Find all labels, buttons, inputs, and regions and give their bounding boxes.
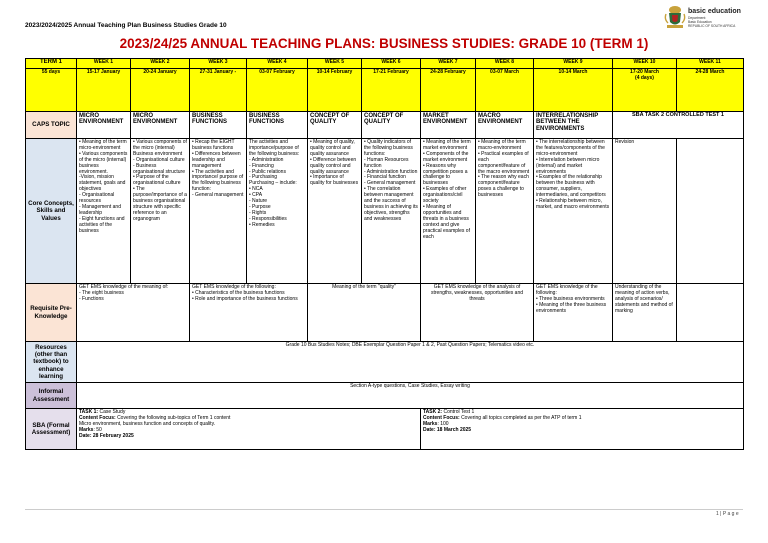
term-header: TERM 1 — [26, 59, 77, 69]
resources-cell: Grade 10 Bus Studies Notes; DBE Exemplar Question Paper 1 & 2, Past Question Papers; Telematics video etc. — [77, 342, 744, 383]
dbe-logo — [664, 4, 744, 30]
row-label-resources: Resources (other than textbook) to enhance learning — [26, 342, 77, 383]
week-date: 10-14 February — [308, 69, 362, 112]
core-concepts-cell: The activities and importance/purpose of the following business: - Administration - Financing - Public relations - Purchasing Purchasing – include: • NCA • CPA - Nature - Purpose - Rights - Responsibilities • Remedies — [247, 139, 308, 284]
core-concepts-cell: • Recap the EIGHT business functions • Differences between leadership and management • The activities and importance/ purpose of the following business function: - General management — [190, 139, 247, 284]
row-label-core-concepts: Core Concepts, Skills and Values — [26, 139, 77, 284]
core-concepts-cell — [677, 139, 744, 284]
core-concepts-cell: • Meaning of the term macro-environment • Practical examples of each component/feature of the macro environment • The reason why each component/feature poses a challenge to businesses — [476, 139, 534, 284]
caps-topic: BUSINESS FUNCTIONS — [247, 112, 308, 139]
core-concepts-cell: • Quality indicators of the following business functions: - Human Resources function - Administration function - Financial function - General management • The correlation between management and the success of business in achieving its objectives, strengths and weaknesses — [362, 139, 421, 284]
week-date: 27-31 January - — [190, 69, 247, 112]
caps-topic: BUSINESS FUNCTIONS — [190, 112, 247, 139]
week-header: WEEK 3 — [190, 59, 247, 69]
week-header: WEEK 6 — [362, 59, 421, 69]
prereq-cell: GET EMS knowledge of the analysis of strengths, weaknesses, opportunities and threats — [421, 284, 534, 342]
core-concepts-cell: • Various components of the micro (internal) Business environment - Organisational culture - Business organisational structure • Purpose of the organisational culture • The purpose/importance of a business organisational structure with specific reference to an organogram — [131, 139, 190, 284]
footer-divider — [25, 509, 743, 510]
week-header: WEEK 1 — [77, 59, 131, 69]
document-header-label: 2023/2024/2025 Annual Teaching Plan Business Studies Grade 10 — [25, 22, 227, 29]
core-concepts-cell: • The interrelationship between the features/components of the micro-environment • Interrelation between micro (internal) and market environments • Examples of the relationship between the business with consumer, suppliers, intermediaries, and competitors • Relationship between micro, market, and macro environments — [534, 139, 613, 284]
week-header: WEEK 2 — [131, 59, 190, 69]
prereq-cell: Understanding of the meaning of action verbs, analysis of scenarios/ statements and method of marking — [613, 284, 677, 342]
week-date: 17-21 February — [362, 69, 421, 112]
week-header: WEEK 4 — [247, 59, 308, 69]
prereq-cell: GET EMS knowledge of the following: • Characteristics of the business functions • Role and importance of the business functions — [190, 284, 308, 342]
row-label-sba: SBA (Formal Assessment) — [26, 409, 77, 450]
week-date: 24-28 March — [677, 69, 744, 112]
week-date: 20-24 January — [131, 69, 190, 112]
caps-topic: MICRO ENVIRONMENT — [77, 112, 131, 139]
week-date: 15-17 January — [77, 69, 131, 112]
caps-topic: MACRO ENVIRONMENT — [476, 112, 534, 139]
prereq-cell: GET EMS knowledge of the meaning of: - The eight business - Functions — [77, 284, 190, 342]
caps-topic: INTERRELATIONSHIP BETWEEN THE ENVIRONMENTS — [534, 112, 613, 139]
coat-of-arms-icon — [664, 4, 686, 30]
caps-topic: CONCEPT OF QUALITY — [308, 112, 362, 139]
week-date: 03-07 February — [247, 69, 308, 112]
core-concepts-cell: • Meaning of the term micro-environment • Various components of the micro (internal) business environment. -Vision, mission statement, goals and objectives - Organisational resources - Management and leadership - Eight functions and activities of the business — [77, 139, 131, 284]
core-concepts-cell: • Meaning of the term market environment • Components of the market environment • Reasons why competition poses a challenge to businesses • Examples of other organisations/civil society • Meaning of opportunities and threats in a business context and give practical examples of each — [421, 139, 476, 284]
week-date: 17-20 March (4 days) — [613, 69, 677, 112]
prereq-cell: Meaning of the term "quality" — [308, 284, 421, 342]
teaching-plan-table — [25, 58, 744, 450]
days-count: 55 days — [26, 69, 77, 112]
row-label-informal-assessment: Informal Assessment — [26, 383, 77, 409]
logo-title: basic education — [688, 8, 741, 15]
prereq-cell: GET EMS knowledge of the following: • Three business environments • Meaning of the three business environments — [534, 284, 613, 342]
logo-subtitle: Department: Basic Education REPUBLIC OF SOUTH AFRICA — [688, 16, 736, 28]
week-header: WEEK 11 — [677, 59, 744, 69]
caps-topic: CONCEPT OF QUALITY — [362, 112, 421, 139]
sba-task-1: TASK 1: Case Study Content Focus: Covering the following sub-topics of Term 1 content Micro environment, business function and concepts of quality. Marks: 50 Date: 28 February 2025 — [77, 409, 421, 450]
page-number: 1 | P a g e — [716, 511, 739, 517]
row-label-caps-topic: CAPS TOPIC — [26, 112, 77, 139]
caps-topic: MICRO ENVIRONMENT — [131, 112, 190, 139]
week-header: WEEK 8 — [476, 59, 534, 69]
caps-topic: MARKET ENVIRONMENT — [421, 112, 476, 139]
week-date: 03-07 March — [476, 69, 534, 112]
week-date: 24-28 February — [421, 69, 476, 112]
prereq-cell — [677, 284, 744, 342]
informal-assessment-cell: Section A-type questions, Case Studies, Essay writing — [77, 383, 744, 409]
week-date: 10-14 March — [534, 69, 613, 112]
week-header: WEEK 10 — [613, 59, 677, 69]
core-concepts-cell: • Meaning of quality, quality control and quality assurance • Difference between quality control and quality assurance • Importance of quality for businesses — [308, 139, 362, 284]
page-title: 2023/24/25 ANNUAL TEACHING PLANS: BUSINESS STUDIES: GRADE 10 (TERM 1) — [119, 36, 649, 51]
week-header: WEEK 5 — [308, 59, 362, 69]
core-concepts-cell: Revision — [613, 139, 677, 284]
sba-task-2: TASK 2: Control Test 1 Content Focus: Covering all topics completed as per the ATP of term 1 Marks: 100 Date: 18 March 2025 — [421, 409, 744, 450]
week-header: WEEK 9 — [534, 59, 613, 69]
caps-sba-task: SBA TASK 2 CONTROLLED TEST 1 — [613, 112, 744, 139]
row-label-prerequisite: Requisite Pre-Knowledge — [26, 284, 77, 342]
week-header: WEEK 7 — [421, 59, 476, 69]
